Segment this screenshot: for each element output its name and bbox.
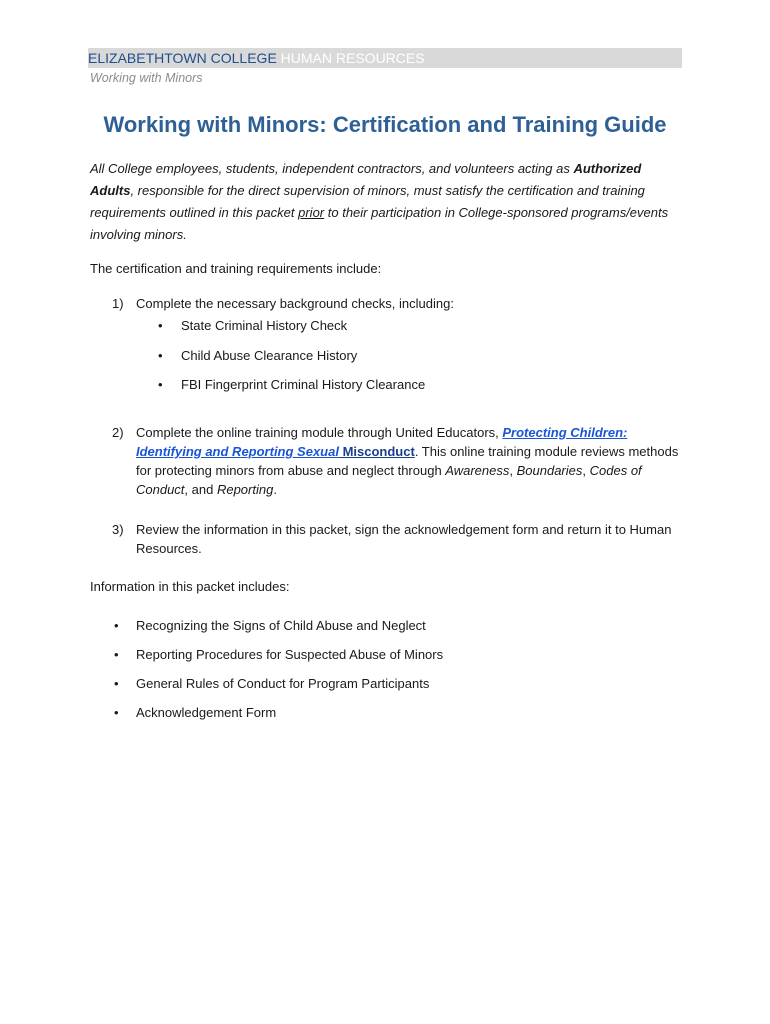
packet-info-item — [90, 704, 276, 722]
intro-text-2: , responsible for the direct supervision of minors, must satisfy the certification and training requirements outlined in this packet — [90, 183, 645, 220]
requirements-intro: The certification and training requirements include: — [90, 261, 382, 276]
requirement-text-after-link: . This online training module reviews methods for protecting minors from abuse and neglect through — [136, 444, 679, 478]
header-department: HUMAN RESOURCES — [276, 50, 425, 66]
period: . — [273, 482, 277, 497]
requirement-number: 1) — [112, 296, 124, 311]
packet-info-label: Reporting Procedures for Suspected Abuse of Minors — [136, 647, 444, 662]
emphasis-codes-of-conduct: Codes of Conduct — [136, 463, 642, 497]
separator: , and — [184, 482, 217, 497]
emphasis-awareness: Awareness — [445, 463, 510, 478]
background-check-item — [136, 317, 347, 335]
requirement-text: Review the information in this packet, sign the acknowledgement form and return it to Human Resources. — [136, 522, 672, 556]
requirement-item-3 — [90, 520, 680, 558]
requirement-item-2 — [90, 423, 680, 499]
separator: , — [582, 463, 590, 478]
intro-text-1: All College employees, students, independent contractors, and volunteers acting as — [90, 161, 574, 176]
background-check-label: State Criminal History Check — [181, 318, 348, 333]
packet-info-item — [90, 646, 443, 664]
bullet-icon: • — [114, 647, 119, 662]
page-title: Working with Minors: Certification and Training Guide — [103, 112, 667, 137]
bullet-icon: • — [158, 348, 163, 363]
background-check-label: Child Abuse Clearance History — [181, 348, 358, 363]
requirement-number: 3) — [112, 522, 124, 537]
bullet-icon: • — [114, 705, 119, 720]
header-college-name: ELIZABETHTOWN COLLEGE — [88, 50, 277, 66]
intro-underlined-prior: prior — [298, 205, 325, 220]
bullet-icon: • — [158, 377, 163, 392]
packet-info-item — [90, 617, 426, 635]
bullet-icon: • — [114, 676, 119, 691]
packet-info-intro: Information in this packet includes: — [90, 579, 290, 594]
packet-info-label: General Rules of Conduct for Program Participants — [136, 676, 430, 691]
document-header-bar — [88, 48, 682, 68]
background-check-item — [136, 376, 425, 394]
separator: , — [509, 463, 517, 478]
bullet-icon: • — [158, 318, 163, 333]
packet-info-item — [90, 675, 429, 693]
intro-text-3: to their participation in College-sponsored programs/events involving minors. — [90, 205, 669, 242]
training-module-link[interactable]: Protecting Children: Identifying and Reporting Sexual — [136, 425, 628, 459]
bullet-icon: • — [114, 618, 119, 633]
emphasis-boundaries: Boundaries — [516, 463, 583, 478]
emphasis-reporting: Reporting — [216, 482, 274, 497]
requirement-number: 2) — [112, 425, 124, 440]
requirement-text-before-link: Complete the online training module through United Educators, — [136, 425, 503, 440]
packet-info-label: Recognizing the Signs of Child Abuse and Neglect — [136, 618, 426, 633]
requirement-text: Complete the necessary background checks, including: — [136, 296, 454, 311]
packet-info-label: Acknowledgement Form — [136, 705, 277, 720]
header-subtitle: Working with Minors — [90, 71, 203, 85]
requirement-text — [136, 423, 680, 499]
training-module-link-end[interactable]: Misconduct — [338, 444, 415, 459]
background-check-label: FBI Fingerprint Criminal History Clearance — [181, 377, 426, 392]
intro-bold-authorized-adults: Authorized Adults — [90, 161, 642, 198]
background-check-item — [136, 347, 357, 365]
requirement-item-1 — [90, 294, 680, 313]
intro-paragraph — [90, 158, 680, 246]
